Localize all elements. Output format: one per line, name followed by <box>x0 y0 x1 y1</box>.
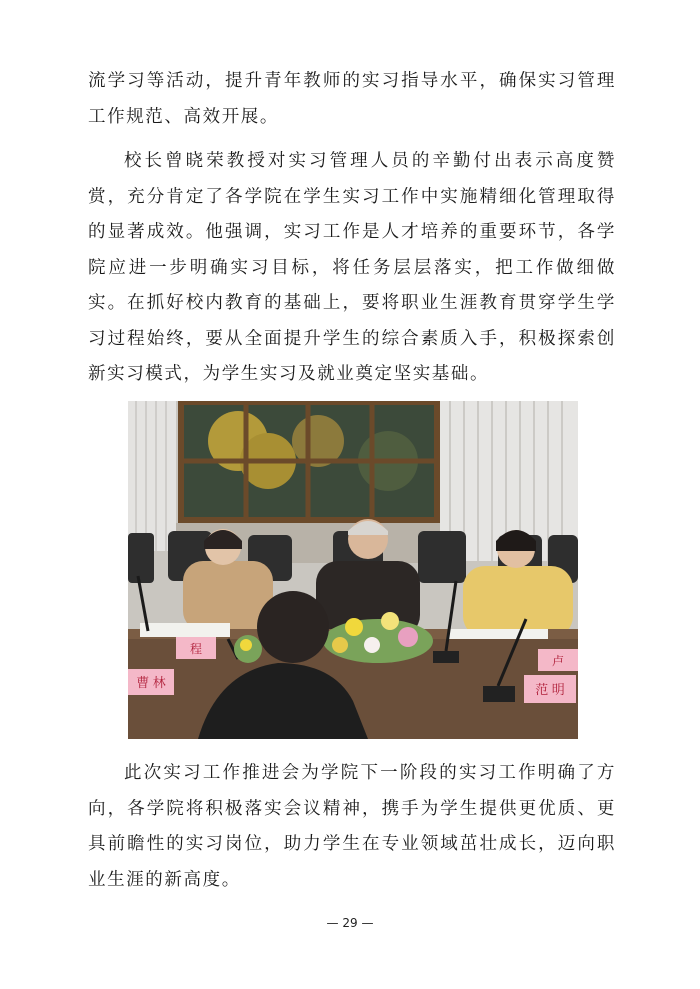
nameplate-3: 曹 林 <box>136 675 166 690</box>
paragraph-3: 此次实习工作推进会为学院下一阶段的实习工作明确了方向，各学院将积极落实会议精神，携手为学生提供更优质、更具前瞻性的实习岗位，助力学生在专业领域茁壮成长，迈向职业生涯的新高度。 <box>88 763 616 890</box>
page-number: — 29 — <box>326 916 374 930</box>
meeting-photo <box>128 401 578 739</box>
paragraph-2: 校长曾晓荣教授对实习管理人员的辛勤付出表示高度赞赏，充分肯定了各学院在学生实习工作中实施精细化管理取得的显著成效。他强调，实习工作是人才培养的重要环节，各学院应进一步明确实习目标，将任务层层落实，把工作做细做实。在抓好校内教育的基础上，要将职业生涯教育贯穿学生学习过程始终，要从全面提升学生的综合素质入手，积极探索创新实习模式，为学生实习及就业奠定坚实基础。 <box>88 151 616 384</box>
nameplate-4: 范 明 <box>535 682 565 697</box>
nameplate-1: 程 <box>189 642 203 656</box>
nameplate-2: 卢 <box>551 654 565 668</box>
paragraph-1: 流学习等活动，提升青年教师的实习指导水平，确保实习管理工作规范、高效开展。 <box>88 71 616 127</box>
